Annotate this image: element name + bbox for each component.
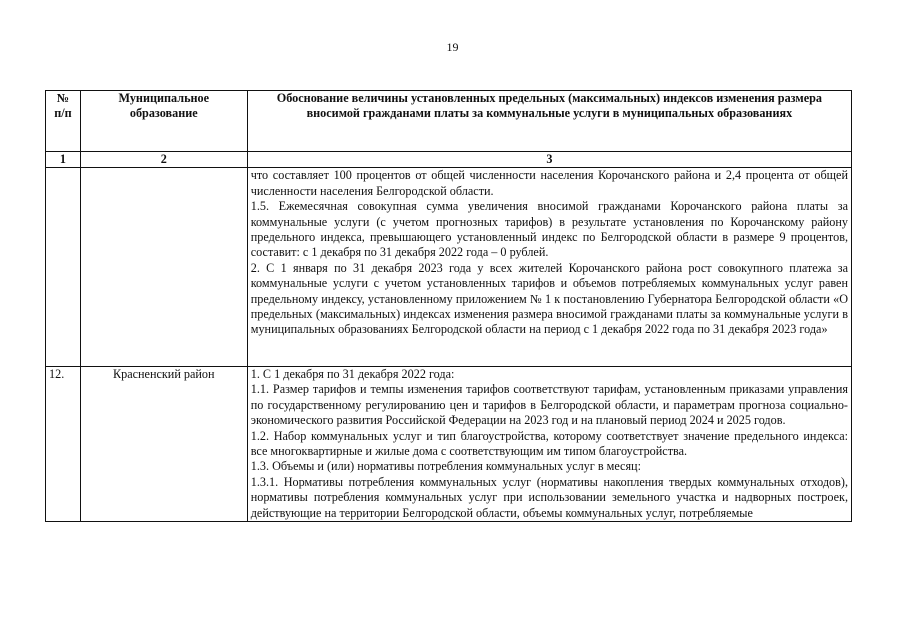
row-num [46,168,81,366]
paragraph: 1.3.1. Нормативы потребления коммунальных услуг (нормативы накопления твердых коммунальных отходов), нормативы потребления коммунальных услуг при использовании земельного участка и надворных построек, действующие на территории Белгородской области, объемы коммунальных услуг, потребляемые [250,474,848,520]
paragraph: 1. С 1 декабря по 31 декабря 2022 года: [250,366,455,381]
paragraph: что составляет 100 процентов от общей численности населения Корочанского района и 2,4 процента от общей численности населения Белгородской области. [250,168,848,198]
row-num: 12. [46,366,81,521]
row-municipality [80,168,247,366]
row-justification [247,168,851,366]
table-row [46,366,852,521]
paragraph: 1.2. Набор коммунальных услуг и тип благоустройства, которому соответствует значение предельного индекса: все многоквартирные и жилые дома с соответствующим им типом благоустройства. [250,428,848,458]
paragraph: 2. С 1 января по 31 декабря 2023 года у всех жителей Корочанского района рост совокупного платежа за коммунальные услуги с учетом установленных тарифов и объемов потребляемых коммунальных услуг равен предельному индексу, установленному приложением № 1 к постановлению Губернатора Белгородской области «О предельных (максимальных) индексах изменения размера вносимой гражданами платы за коммунальные услуги в муниципальных образованиях Белгородской области на период с 1 декабря 2022 года по 31 декабря 2023 года» [250,260,848,337]
municipal-index-table [45,90,852,522]
header-num-label: № п/п [54,91,72,121]
row-municipality: Красненский район [80,366,247,521]
table-header-row [46,91,852,152]
column-number-3: 3 [247,152,851,168]
header-justification: Обоснование величины установленных предельных (максимальных) индексов изменения размера вносимой гражданами платы за коммунальные услуги в муниципальных образованиях [247,91,851,152]
paragraph: 1.3. Объемы и (или) нормативы потребления коммунальных услуг в месяц: [250,459,641,474]
paragraph: 1.5. Ежемесячная совокупная сумма увеличения вносимой гражданами Корочанского района платы за коммунальные услуги (с учетом прогнозных тарифов) в результате установления по Корочанскому району предельного индекса, превышающего установленный индекс по Белгородской области в размере 9 процентов, составит: с 1 декабря по 31 декабря 2022 года – 0 рублей. [250,199,848,260]
row-spacer [251,338,848,366]
paragraph: 1.1. Размер тарифов и темпы изменения тарифов соответствуют тарифам, установленным приказами управления по государственному регулированию цен и тарифов в Белгородской области, и параметрам прогноза социально-экономического развития Российской Федерации на 2023 год и на плановый период 2024 и 2025 годов. [250,382,848,428]
column-number-1: 1 [46,152,81,168]
header-municipality: Муниципальное образование [80,91,247,152]
page-number: 19 [446,40,459,54]
table-row [46,168,852,366]
column-number-row [46,152,852,168]
row-justification [247,366,851,521]
header-num [46,91,81,152]
column-number-2: 2 [80,152,247,168]
